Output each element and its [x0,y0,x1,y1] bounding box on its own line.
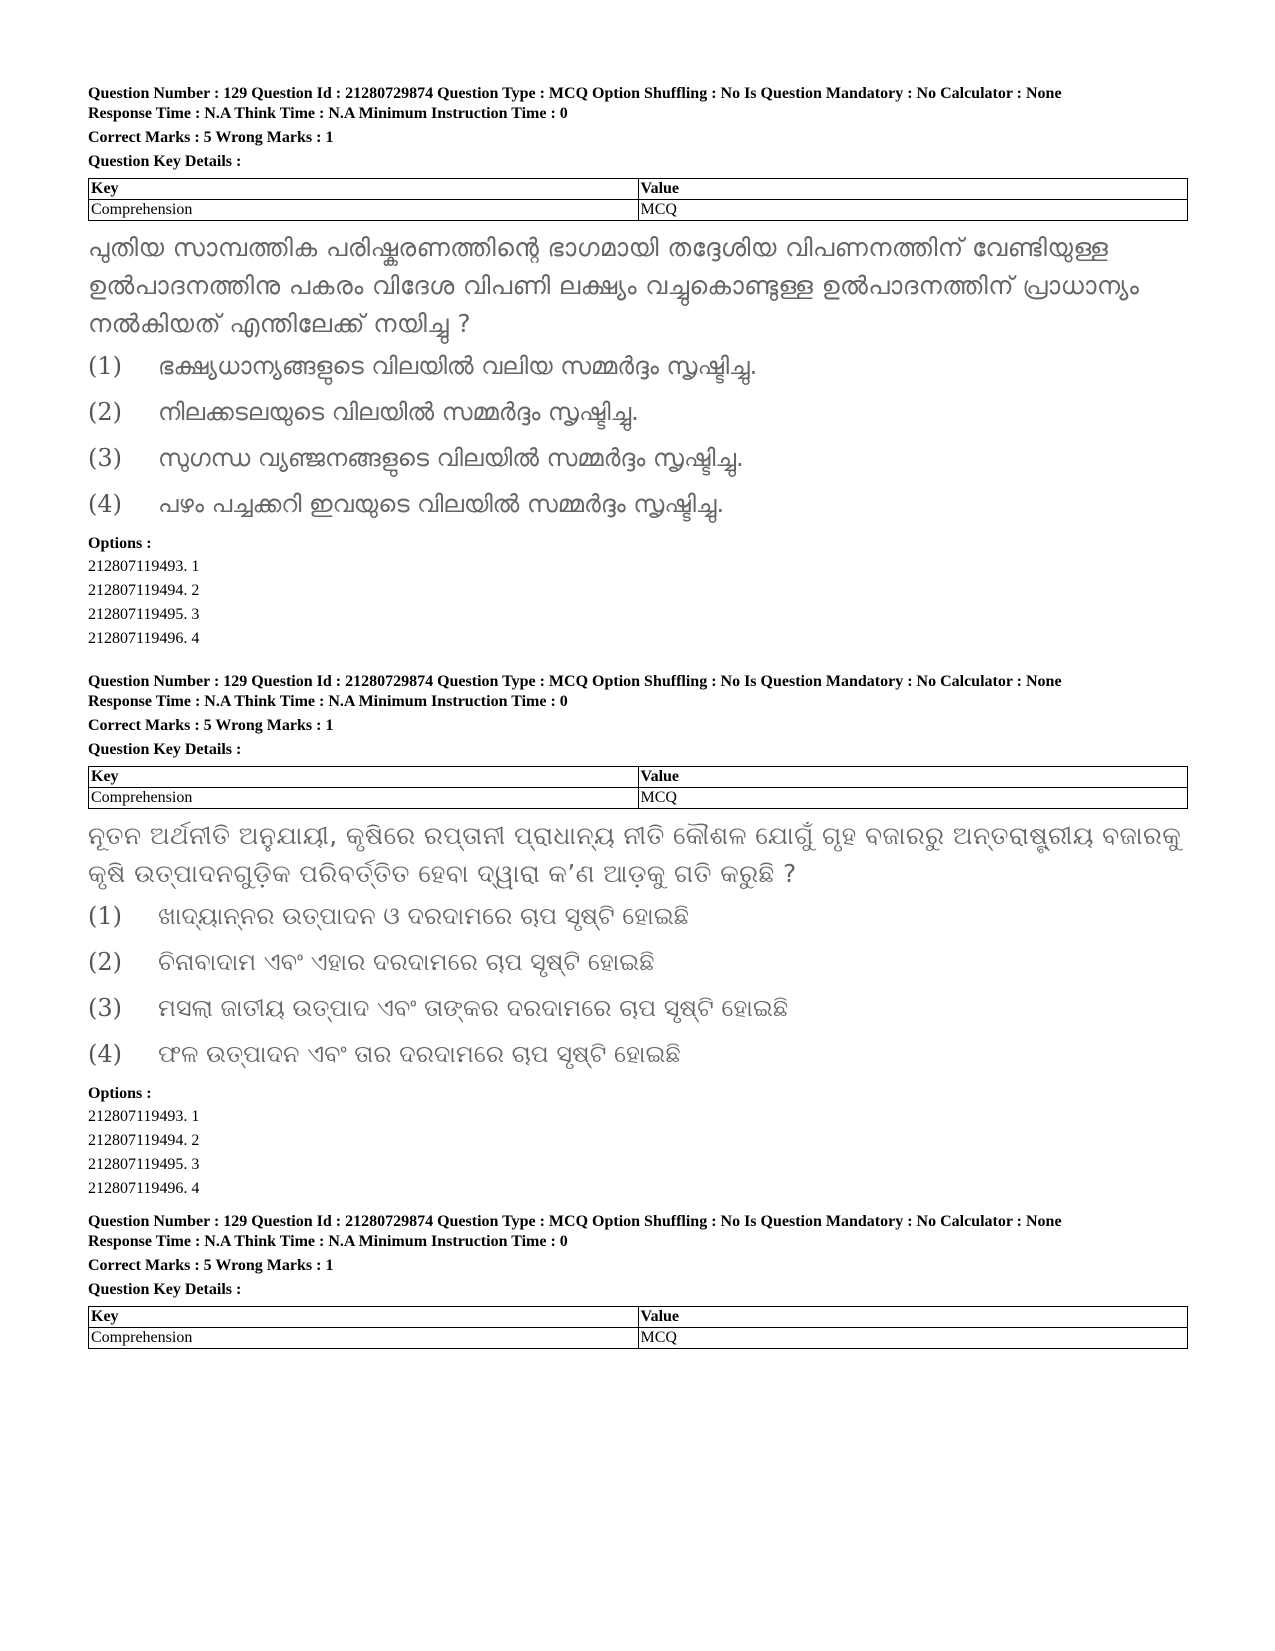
question-header-line1: Question Number : 129 Question Id : 21280729874 Question Type : MCQ Option Shuffling : No Is Question Mandatory : No Calculator : None [88,673,1062,690]
question-header-line1: Question Number : 129 Question Id : 21280729874 Question Type : MCQ Option Shuffling : No Is Question Mandatory : No Calculator : None [88,1213,1062,1230]
option-number: (1) [88,902,122,930]
option-number: (2) [88,398,122,426]
value-cell: MCQ [638,788,1188,809]
table-row [89,200,1188,221]
option-text: ମସଲା ଜାତୀୟ ଉତ୍ପାଦ ଏବଂ ତାଙ୍କର ଦରଦାମରେ ଚାପ ସୃଷ୍ଟି ହୋଇଛି [158,994,789,1022]
option-id: 212807119493. 1 [88,558,200,575]
key-cell: Comprehension [89,200,639,221]
option-number: (2) [88,948,122,976]
table-header-row [89,179,1188,200]
option-number: (4) [88,1040,122,1068]
option-text: ଚିନାବାଦାମ ଏବଂ ଏହାର ଦରଦାମରେ ଚାପ ସୃଷ୍ଟି ହୋଇଛି [158,948,655,976]
option-id: 212807119495. 3 [88,1156,200,1173]
question-header-line2: Response Time : N.A Think Time : N.A Minimum Instruction Time : 0 [88,105,568,122]
question-block-2 [88,672,1188,1201]
table-row [89,1328,1188,1349]
key-details-label: Question Key Details : [88,741,242,758]
option-text: സുഗന്ധ വ്യഞ്ജനങ്ങളുടെ വിലയിൽ സമ്മർദ്ദം സൃഷ്ടിച്ചു. [158,444,744,472]
answer-option [88,389,1188,435]
question-header-line2: Response Time : N.A Think Time : N.A Minimum Instruction Time : 0 [88,1233,568,1250]
question-image [88,817,1188,1077]
value-header-cell: Value [638,179,1188,200]
option-number: (4) [88,490,122,518]
key-header-cell: Key [89,179,639,200]
key-cell: Comprehension [89,1328,639,1349]
answer-option [88,939,1188,985]
key-cell: Comprehension [89,788,639,809]
option-id: 212807119494. 2 [88,1132,200,1149]
marks-line: Correct Marks : 5 Wrong Marks : 1 [88,129,334,146]
option-id: 212807119495. 3 [88,606,200,623]
question-block-1 [88,84,1188,651]
table-header-row [89,767,1188,788]
key-header-cell: Key [89,1307,639,1328]
key-header-cell: Key [89,767,639,788]
question-header-line1: Question Number : 129 Question Id : 21280729874 Question Type : MCQ Option Shuffling : No Is Question Mandatory : No Calculator : None [88,85,1062,102]
option-id: 212807119496. 4 [88,1180,200,1197]
answer-option [88,435,1188,481]
key-value-table [88,1306,1188,1349]
marks-line: Correct Marks : 5 Wrong Marks : 1 [88,1257,334,1274]
answer-option [88,893,1188,939]
option-id: 212807119493. 1 [88,1108,200,1125]
question-text: ନୂତନ ଅର୍ଥନୀତି ଅନୁଯାୟୀ, କୃଷିରେ ରପ୍ତାନୀ ପ୍ରାଧାନ୍ୟ ନୀତି କୌଶଳ ଯୋଗୁଁ ଗୃହ ବଜାରରୁ ଅନ୍ତରାଷ୍ଟ୍ରୀୟ ବଜାରକୁ କୃଷି ଉତ୍ପାଦନଗୁଡ଼ିକ ପରିବର୍ତ୍ତିତ ହେବା ଦ୍ୱାରା କ’ଣ ଆଡ଼କୁ ଗତି କରୁଛି ? [88,821,1182,888]
option-text: ଫଳ ଉତ୍ପାଦନ ଏବଂ ତାର ଦରଦାମରେ ଚାପ ସୃଷ୍ଟି ହୋଇଛି [158,1040,681,1068]
answer-option [88,343,1188,389]
answer-option [88,481,1188,527]
options-label: Options : [88,1085,152,1102]
value-header-cell: Value [638,1307,1188,1328]
answer-option [88,1031,1188,1077]
marks-line: Correct Marks : 5 Wrong Marks : 1 [88,717,334,734]
option-id: 212807119494. 2 [88,582,200,599]
question-image [88,229,1188,527]
option-number: (3) [88,444,122,472]
options-label: Options : [88,535,152,552]
option-id: 212807119496. 4 [88,630,200,647]
option-text: പഴം പച്ചക്കറി ഇവയുടെ വിലയിൽ സമ്മർദ്ദം സൃഷ്ടിച്ചു. [158,490,725,518]
question-block-3 [88,1212,1188,1349]
option-text: ഭക്ഷ്യധാന്യങ്ങളുടെ വിലയിൽ വലിയ സമ്മർദ്ദം സൃഷ്ടിച്ചു. [158,352,758,380]
value-cell: MCQ [638,200,1188,221]
key-value-table [88,178,1188,221]
option-number: (1) [88,352,122,380]
option-text: നിലക്കടലയുടെ വിലയിൽ സമ്മർദ്ദം സൃഷ്ടിച്ചു. [158,398,639,426]
table-row [89,788,1188,809]
question-text: പുതിയ സാമ്പത്തിക പരിഷ്കരണത്തിന്റെ ഭാഗമായി തദ്ദേശിയ വിപണനത്തിന് വേണ്ടിയുള്ള ഉൽപാദനത്തിനു പകരം വിദേശ വിപണി ലക്ഷ്യം വച്ചുകൊണ്ടുള്ള ഉൽപാദനത്തിന് പ്രാധാന്യം നൽകിയത് എന്തിലേക്ക് നയിച്ചു ? [88,233,1140,338]
question-header-line2: Response Time : N.A Think Time : N.A Minimum Instruction Time : 0 [88,693,568,710]
key-details-label: Question Key Details : [88,153,242,170]
value-header-cell: Value [638,767,1188,788]
option-number: (3) [88,994,122,1022]
table-header-row [89,1307,1188,1328]
key-value-table [88,766,1188,809]
value-cell: MCQ [638,1328,1188,1349]
key-details-label: Question Key Details : [88,1281,242,1298]
answer-option [88,985,1188,1031]
option-text: ଖାଦ୍ୟାନ୍ନର ଉତ୍ପାଦନ ଓ ଦରଦାମରେ ଚାପ ସୃଷ୍ଟି ହୋଇଛି [158,902,689,930]
